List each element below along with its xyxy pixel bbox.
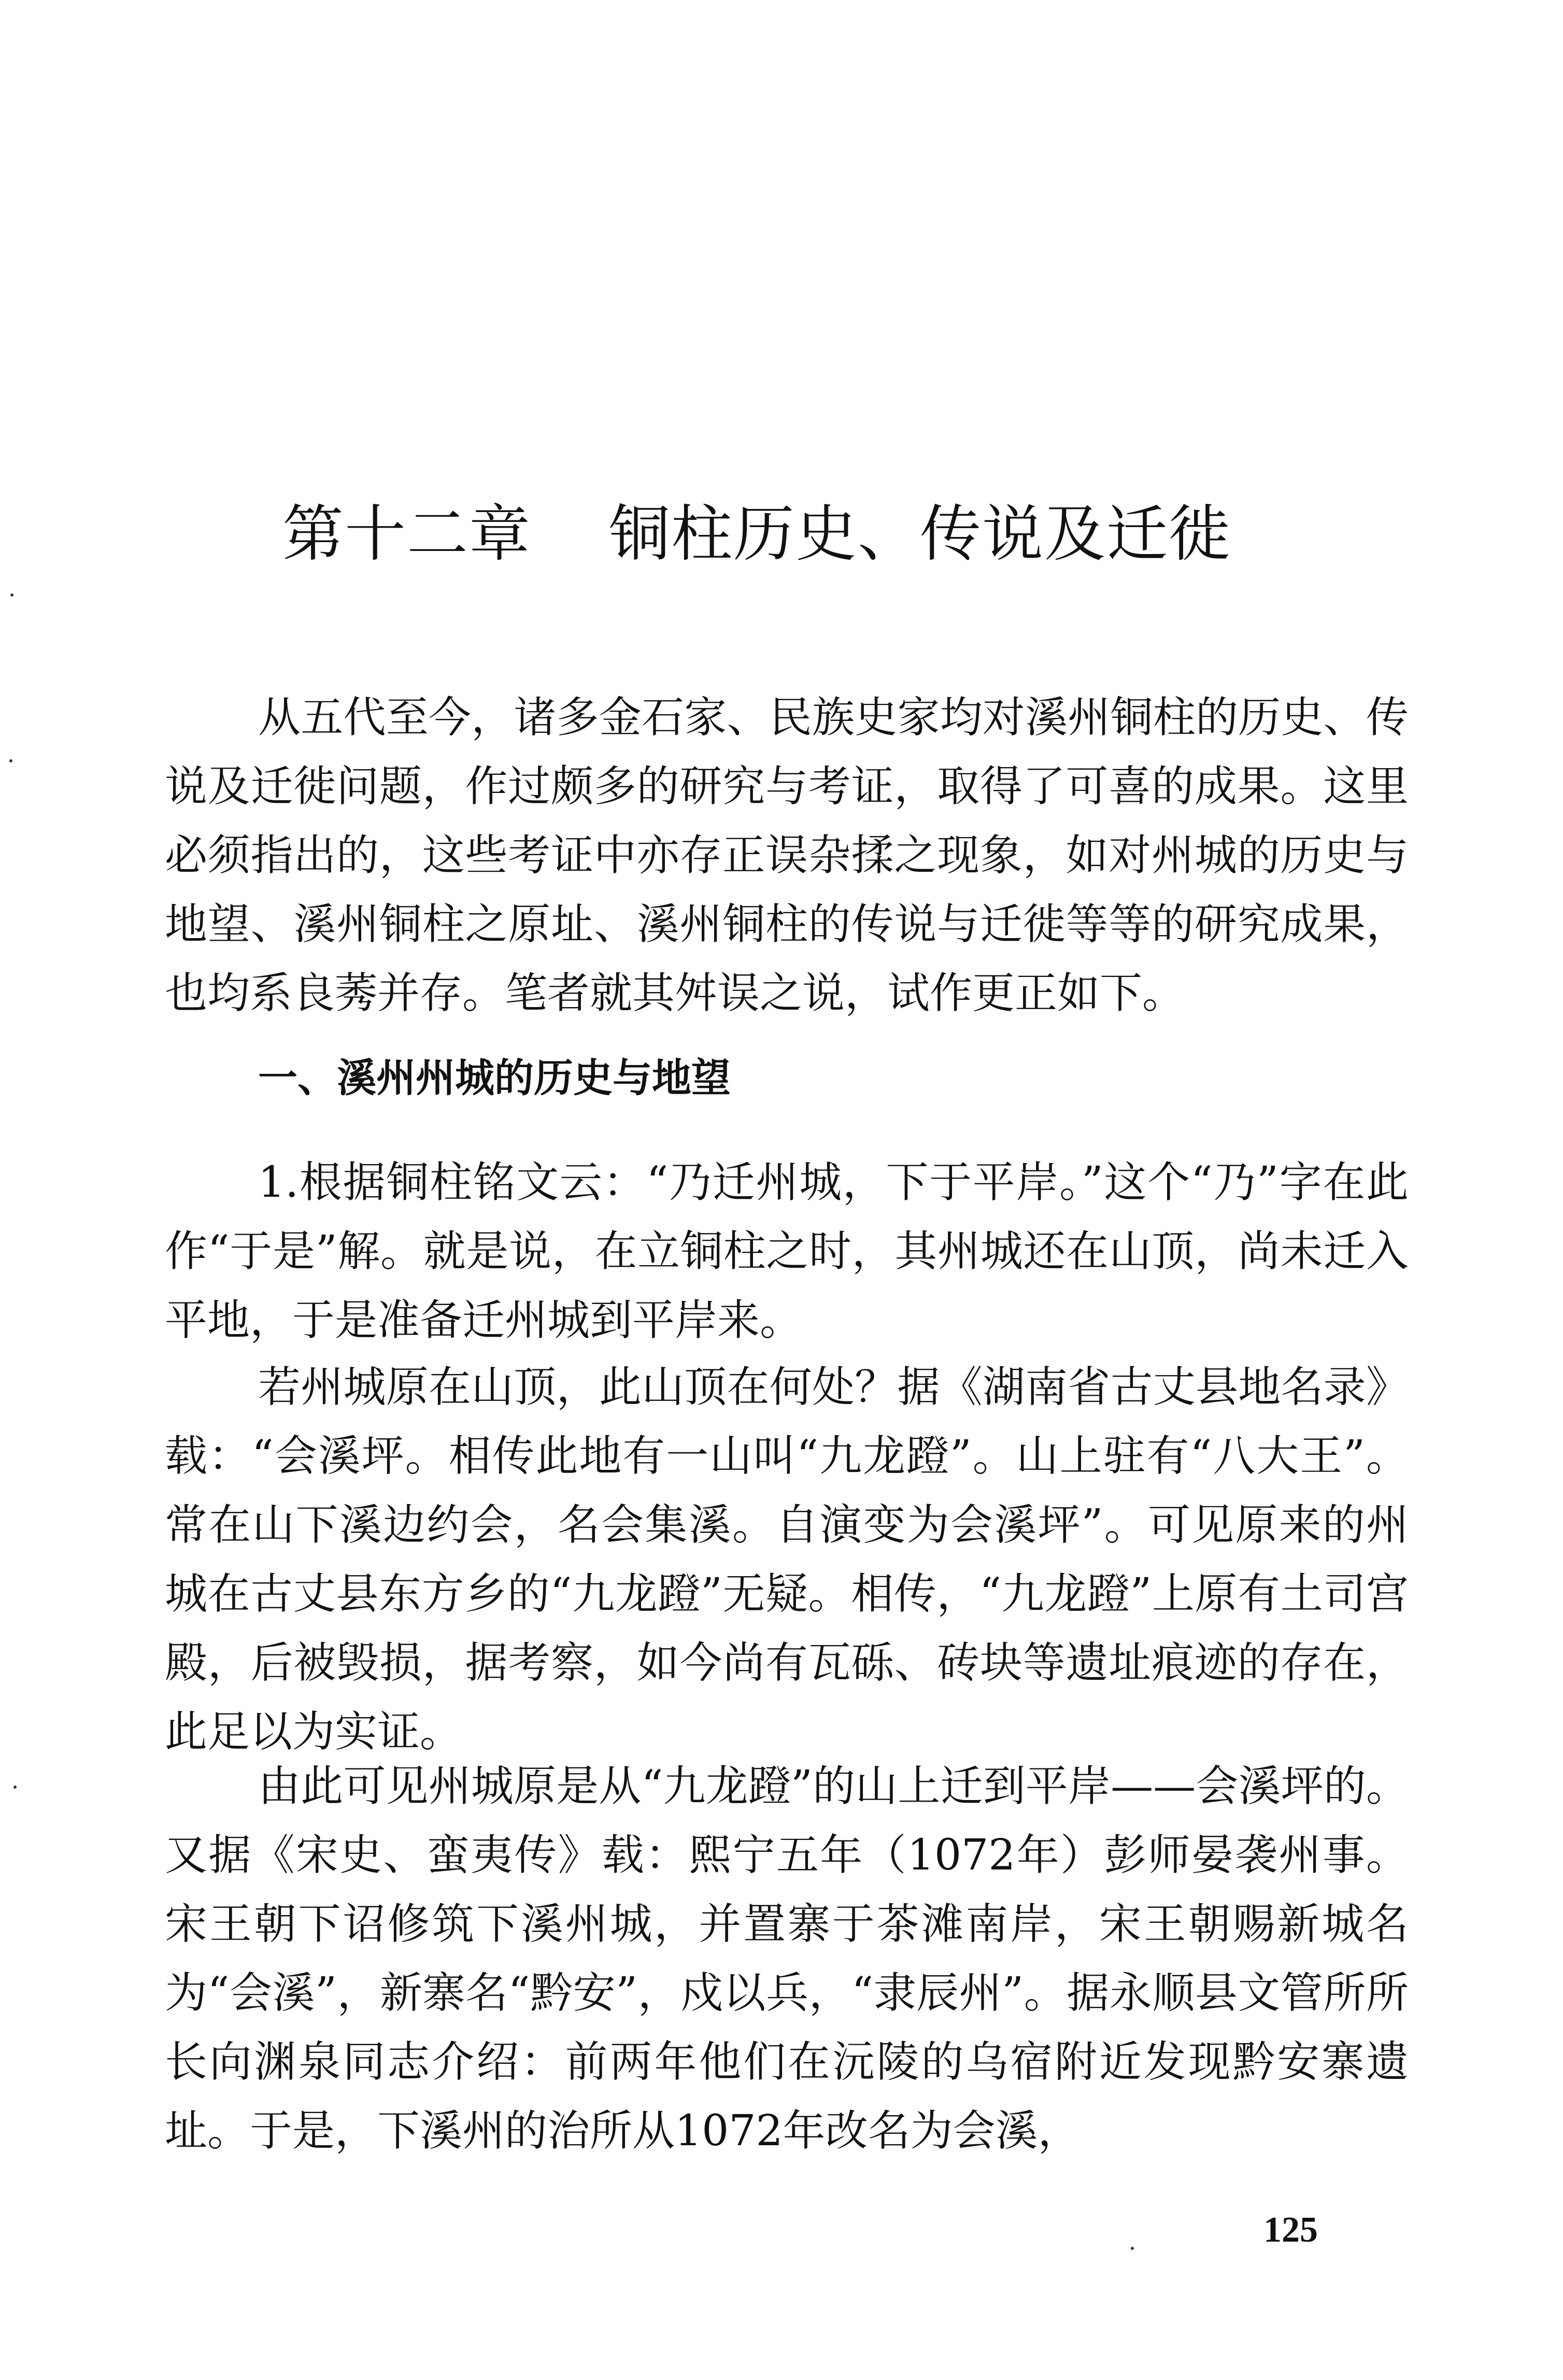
page-number: 125 [1263, 2210, 1318, 2250]
chapter-number: 第十二章 [282, 498, 532, 570]
section-paragraph-1: 1.根据铜柱铭文云：“乃迁州城，下于平岸。”这个“乃”字在此作“于是”解。就是说，在立铜柱之时，其州城还在山顶，尚未迁入平地，于是准备迁州城到平岸来。 [165, 1158, 1409, 1345]
scan-speck [9, 759, 12, 762]
section-paragraph-3: 由此可见州城原是从“九龙蹬”的山上迁到平岸——会溪坪的。又据《宋史、蛮夷传》载：熙宁五年（1072年）彭师晏袭州事。宋王朝下诏修筑下溪州城，并置寨于茶滩南岸，宋王朝赐新城名为“会溪”，新寨名“黔安”，戍以兵，“隶辰州”。据永顺县文管所所长向渊泉同志介绍：前两年他们在沅陵的乌宿附近发现黔安寨遗址。于是，下溪州的治所从1072年改名为会溪， [165, 1762, 1409, 2156]
chapter-title [282, 495, 1319, 573]
section-paragraph-2: 若州城原在山顶，此山顶在何处？据《湖南省古丈县地名录》载：“会溪坪。相传此地有一山叫“九龙蹬”。山上驻有“八大王”。常在山下溪边约会，名会集溪。自演变为会溪坪”。可见原来的州城在古丈县东方乡的“九龙蹬”无疑。相传，“九龙蹬”上原有土司宫殿，后被毁损，据考察，如今尚有瓦砾、砖块等遗址痕迹的存在，此足以为实证。 [165, 1363, 1409, 1756]
chapter-title-text: 铜柱历史、传说及迁徙 [609, 498, 1231, 570]
scan-speck [10, 593, 13, 597]
intro-paragraph: 从五代至今，诸多金石家、民族史家均对溪州铜柱的历史、传说及迁徙问题，作过颇多的研究与考证，取得了可喜的成果。这里必须指出的，这些考证中亦存正误杂揉之现象，如对州城的历史与地望、溪州铜柱之原址、溪州铜柱的传说与迁徙等等的研究成果，也均系良莠并存。笔者就其舛误之说，试作更正如下。 [165, 693, 1409, 1018]
scan-speck [13, 1786, 17, 1789]
scan-speck [1131, 2247, 1134, 2250]
section-heading: 一、溪州州城的历史与地望 [258, 1055, 731, 1101]
